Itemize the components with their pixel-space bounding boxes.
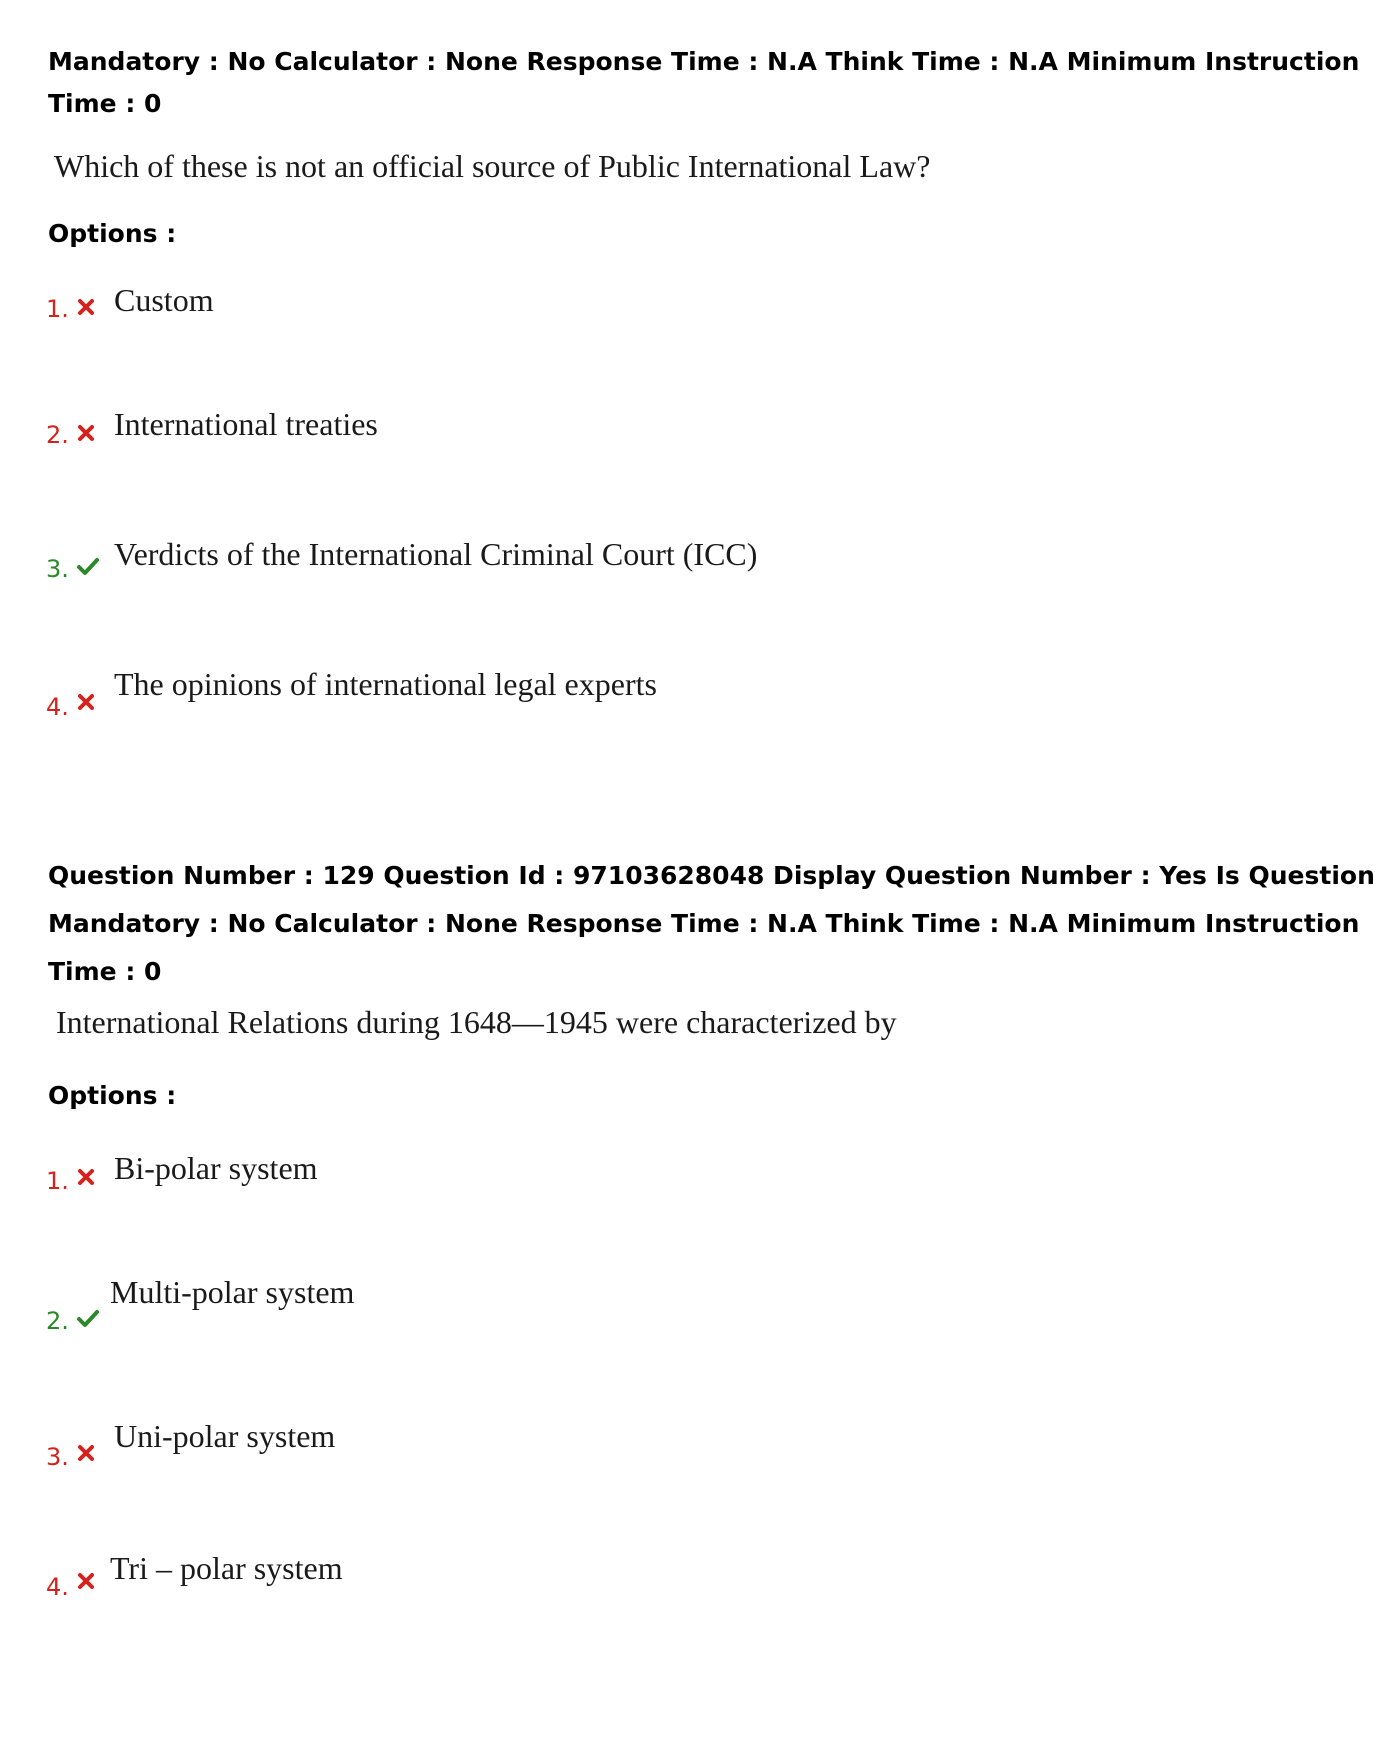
option-number: 4. <box>46 1573 69 1601</box>
option-text: The opinions of international legal experts <box>114 666 657 702</box>
option-number: 2. <box>46 421 69 449</box>
question-meta-line: Question Number : 129 Question Id : 97103628048 Display Question Number : Yes Is Question <box>48 861 1375 890</box>
option-number: 3. <box>46 1443 69 1471</box>
option-number: 1. <box>46 1167 69 1195</box>
question-meta-line: Time : 0 <box>48 89 162 118</box>
option-item <box>46 1418 1146 1482</box>
cross-icon <box>76 423 96 443</box>
option-number: 2. <box>46 1307 69 1335</box>
option-text: Uni-polar system <box>114 1418 336 1454</box>
option-text: International treaties <box>114 406 378 442</box>
question-meta-line: Mandatory : No Calculator : None Response Time : N.A Think Time : N.A Minimum Instruction <box>48 47 1360 76</box>
option-item <box>46 284 1146 334</box>
option-text: Bi-polar system <box>114 1150 318 1186</box>
option-number: 1. <box>46 295 69 323</box>
option-item <box>46 1550 1146 1610</box>
cross-icon <box>76 1443 96 1463</box>
cross-icon <box>76 1571 96 1591</box>
cross-icon <box>76 297 96 317</box>
check-icon <box>76 556 100 576</box>
option-item <box>46 406 1146 460</box>
cross-icon <box>76 1167 96 1187</box>
question-text: International Relations during 1648—1945 were characterized by <box>56 1004 897 1040</box>
options-label: Options : <box>48 1081 177 1110</box>
option-item <box>46 536 1146 590</box>
option-item <box>46 1150 1146 1206</box>
question-text: Which of these is not an official source of Public International Law? <box>54 148 931 184</box>
option-text: Custom <box>114 282 214 318</box>
option-number: 4. <box>46 693 69 721</box>
option-text: Tri – polar system <box>110 1550 343 1586</box>
option-item <box>46 666 1146 730</box>
question-meta-line: Mandatory : No Calculator : None Response Time : N.A Think Time : N.A Minimum Instruction <box>48 909 1360 938</box>
question-meta-line: Time : 0 <box>48 957 162 986</box>
option-text: Multi-polar system <box>110 1274 355 1310</box>
options-label: Options : <box>48 219 177 248</box>
cross-icon <box>76 692 96 712</box>
option-text: Verdicts of the International Criminal Court (ICC) <box>114 536 758 572</box>
option-number: 3. <box>46 555 69 583</box>
check-icon <box>76 1308 100 1328</box>
option-item <box>46 1274 1146 1346</box>
